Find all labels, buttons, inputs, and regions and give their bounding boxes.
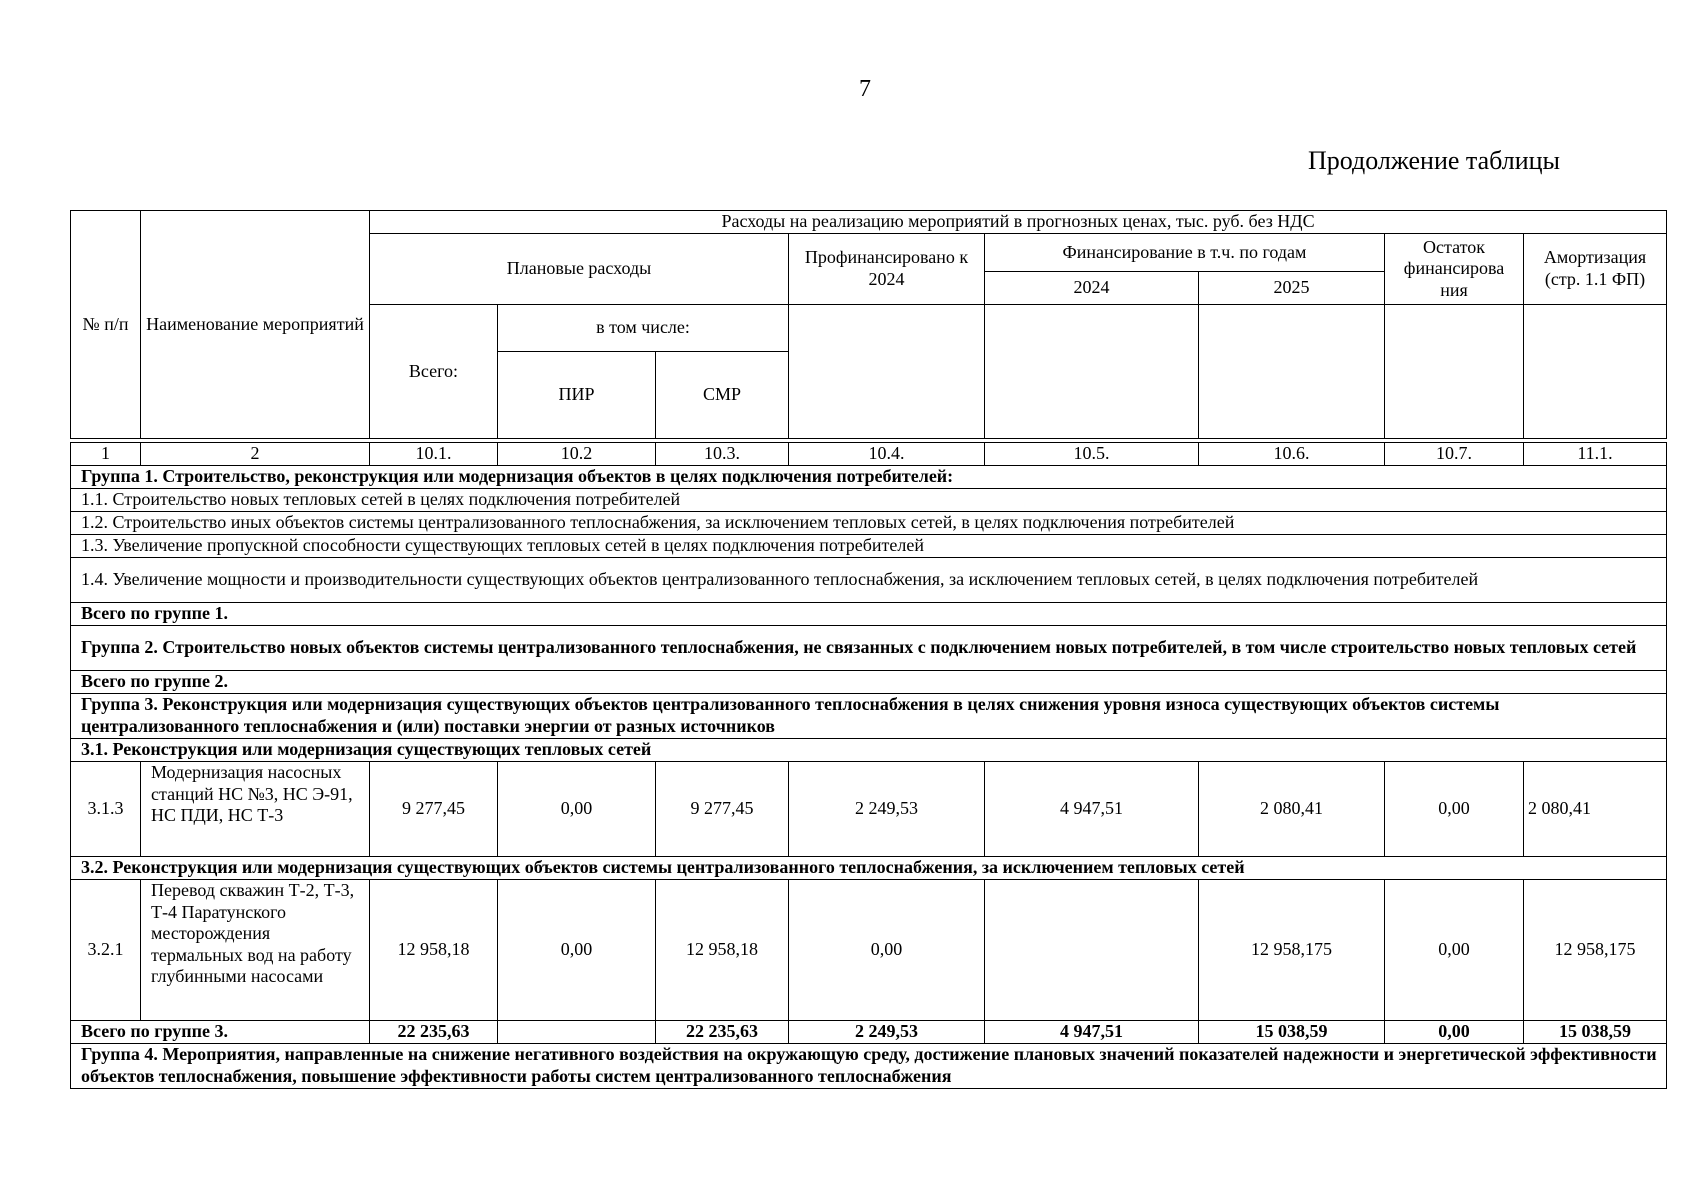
total-amortization: 15 038,59 <box>1524 1021 1667 1044</box>
column-number: 10.7. <box>1385 443 1524 466</box>
item-total: 12 958,18 <box>370 880 498 1021</box>
column-number: 11.1. <box>1524 443 1667 466</box>
header-empty-2024 <box>985 305 1199 439</box>
item-smr: 9 277,45 <box>656 762 789 857</box>
header-planned: Плановые расходы <box>370 234 789 305</box>
subgroup-3-1: 3.1. Реконструкция или модернизация существующих тепловых сетей <box>71 739 1667 762</box>
column-number: 10.4. <box>789 443 985 466</box>
column-number: 10.3. <box>656 443 789 466</box>
group-3-total-row <box>71 1021 1667 1044</box>
header-number: № п/п <box>71 211 141 439</box>
item-remainder: 0,00 <box>1385 880 1524 1021</box>
column-number: 10.2 <box>498 443 656 466</box>
header-including: в том числе: <box>498 305 789 352</box>
total-smr: 22 235,63 <box>656 1021 789 1044</box>
item-2025: 12 958,175 <box>1199 880 1385 1021</box>
subgroup-3-2: 3.2. Реконструкция или модернизация существующих объектов системы централизованного теплоснабжения, за исключением тепловых сетей <box>71 857 1667 880</box>
item-2024 <box>985 880 1199 1021</box>
table-row <box>71 762 1667 857</box>
total-remainder: 0,00 <box>1385 1021 1524 1044</box>
column-number: 10.1. <box>370 443 498 466</box>
total-financed: 2 249,53 <box>789 1021 985 1044</box>
total-value: 22 235,63 <box>370 1021 498 1044</box>
header-year-2025: 2025 <box>1199 272 1385 305</box>
header-empty-remainder <box>1385 305 1524 439</box>
group-1-heading: Группа 1. Строительство, реконструкция или модернизация объектов в целях подключения потребителей: <box>71 466 1667 489</box>
subgroup-1-3: 1.3. Увеличение пропускной способности существующих тепловых сетей в целях подключения потребителей <box>71 535 1667 558</box>
column-number: 10.5. <box>985 443 1199 466</box>
expenses-table <box>70 210 1667 1089</box>
item-name: Перевод скважин Т-2, Т-3, Т-4 Паратунского месторождения термальных вод на работу глубинными насосами <box>141 880 370 1021</box>
column-number: 10.6. <box>1199 443 1385 466</box>
subgroup-1-1: 1.1. Строительство новых тепловых сетей в целях подключения потребителей <box>71 489 1667 512</box>
item-number: 3.1.3 <box>71 762 141 857</box>
group-2-heading: Группа 2. Строительство новых объектов системы централизованного теплоснабжения, не связанных с подключением новых потребителей, в том числе строительство новых тепловых сетей <box>71 626 1667 671</box>
item-name: Модернизация насосных станций НС №3, НС Э-91, НС ПДИ, НС Т-3 <box>141 762 370 857</box>
subgroup-1-2: 1.2. Строительство иных объектов системы централизованного теплоснабжения, за исключением тепловых сетей, в целях подключения потребителей <box>71 512 1667 535</box>
item-amortization: 2 080,41 <box>1524 762 1667 857</box>
table-continuation-label: Продолжение таблицы <box>1308 146 1560 175</box>
item-financed: 2 249,53 <box>789 762 985 857</box>
item-number: 3.2.1 <box>71 880 141 1021</box>
header-remainder: Остаток финансирова ния <box>1385 234 1524 305</box>
header-smr: СМР <box>656 352 789 439</box>
item-total: 9 277,45 <box>370 762 498 857</box>
header-year-2024: 2024 <box>985 272 1199 305</box>
subgroup-1-4: 1.4. Увеличение мощности и производительности существующих объектов централизованного теплоснабжения, за исключением тепловых сетей, в целях подключения потребителей <box>71 558 1667 603</box>
column-number: 2 <box>141 443 370 466</box>
group-3-heading: Группа 3. Реконструкция или модернизация существующих объектов централизованного теплоснабжения в целях снижения уровня износа существующих объектов системы централизованного теплоснабжения и (или) поставки энергии от разных источников <box>71 694 1667 739</box>
header-name: Наименование мероприятий <box>141 211 370 439</box>
column-numbers-row <box>71 443 1667 466</box>
total-2025: 15 038,59 <box>1199 1021 1385 1044</box>
item-pir: 0,00 <box>498 880 656 1021</box>
column-number: 1 <box>71 443 141 466</box>
header-expenses-title: Расходы на реализацию мероприятий в прогнозных ценах, тыс. руб. без НДС <box>370 211 1667 234</box>
group-1-total: Всего по группе 1. <box>71 603 1667 626</box>
total-pir <box>498 1021 656 1044</box>
item-financed: 0,00 <box>789 880 985 1021</box>
header-financing-by-years: Финансирование в т.ч. по годам <box>985 234 1385 272</box>
header-pir: ПИР <box>498 352 656 439</box>
header-empty-amortization <box>1524 305 1667 439</box>
item-amortization: 12 958,175 <box>1524 880 1667 1021</box>
header-amortization: Амортизация (стр. 1.1 ФП) <box>1524 234 1667 305</box>
group-3-total-label: Всего по группе 3. <box>71 1021 370 1044</box>
item-2024: 4 947,51 <box>985 762 1199 857</box>
item-pir: 0,00 <box>498 762 656 857</box>
header-total: Всего: <box>370 305 498 439</box>
item-smr: 12 958,18 <box>656 880 789 1021</box>
item-remainder: 0,00 <box>1385 762 1524 857</box>
group-2-total: Всего по группе 2. <box>71 671 1667 694</box>
item-2025: 2 080,41 <box>1199 762 1385 857</box>
header-empty-2025 <box>1199 305 1385 439</box>
table-row <box>71 880 1667 1021</box>
header-empty-financed <box>789 305 985 439</box>
header-financed: Профинансировано к 2024 <box>789 234 985 305</box>
total-2024: 4 947,51 <box>985 1021 1199 1044</box>
page-number: 7 <box>859 76 871 102</box>
group-4-heading: Группа 4. Мероприятия, направленные на снижение негативного воздействия на окружающую среду, достижение плановых значений показателей надежности и энергетической эффективности объектов теплоснабжения, повышение эффективности работы систем централизованного теплоснабжения <box>71 1044 1667 1089</box>
